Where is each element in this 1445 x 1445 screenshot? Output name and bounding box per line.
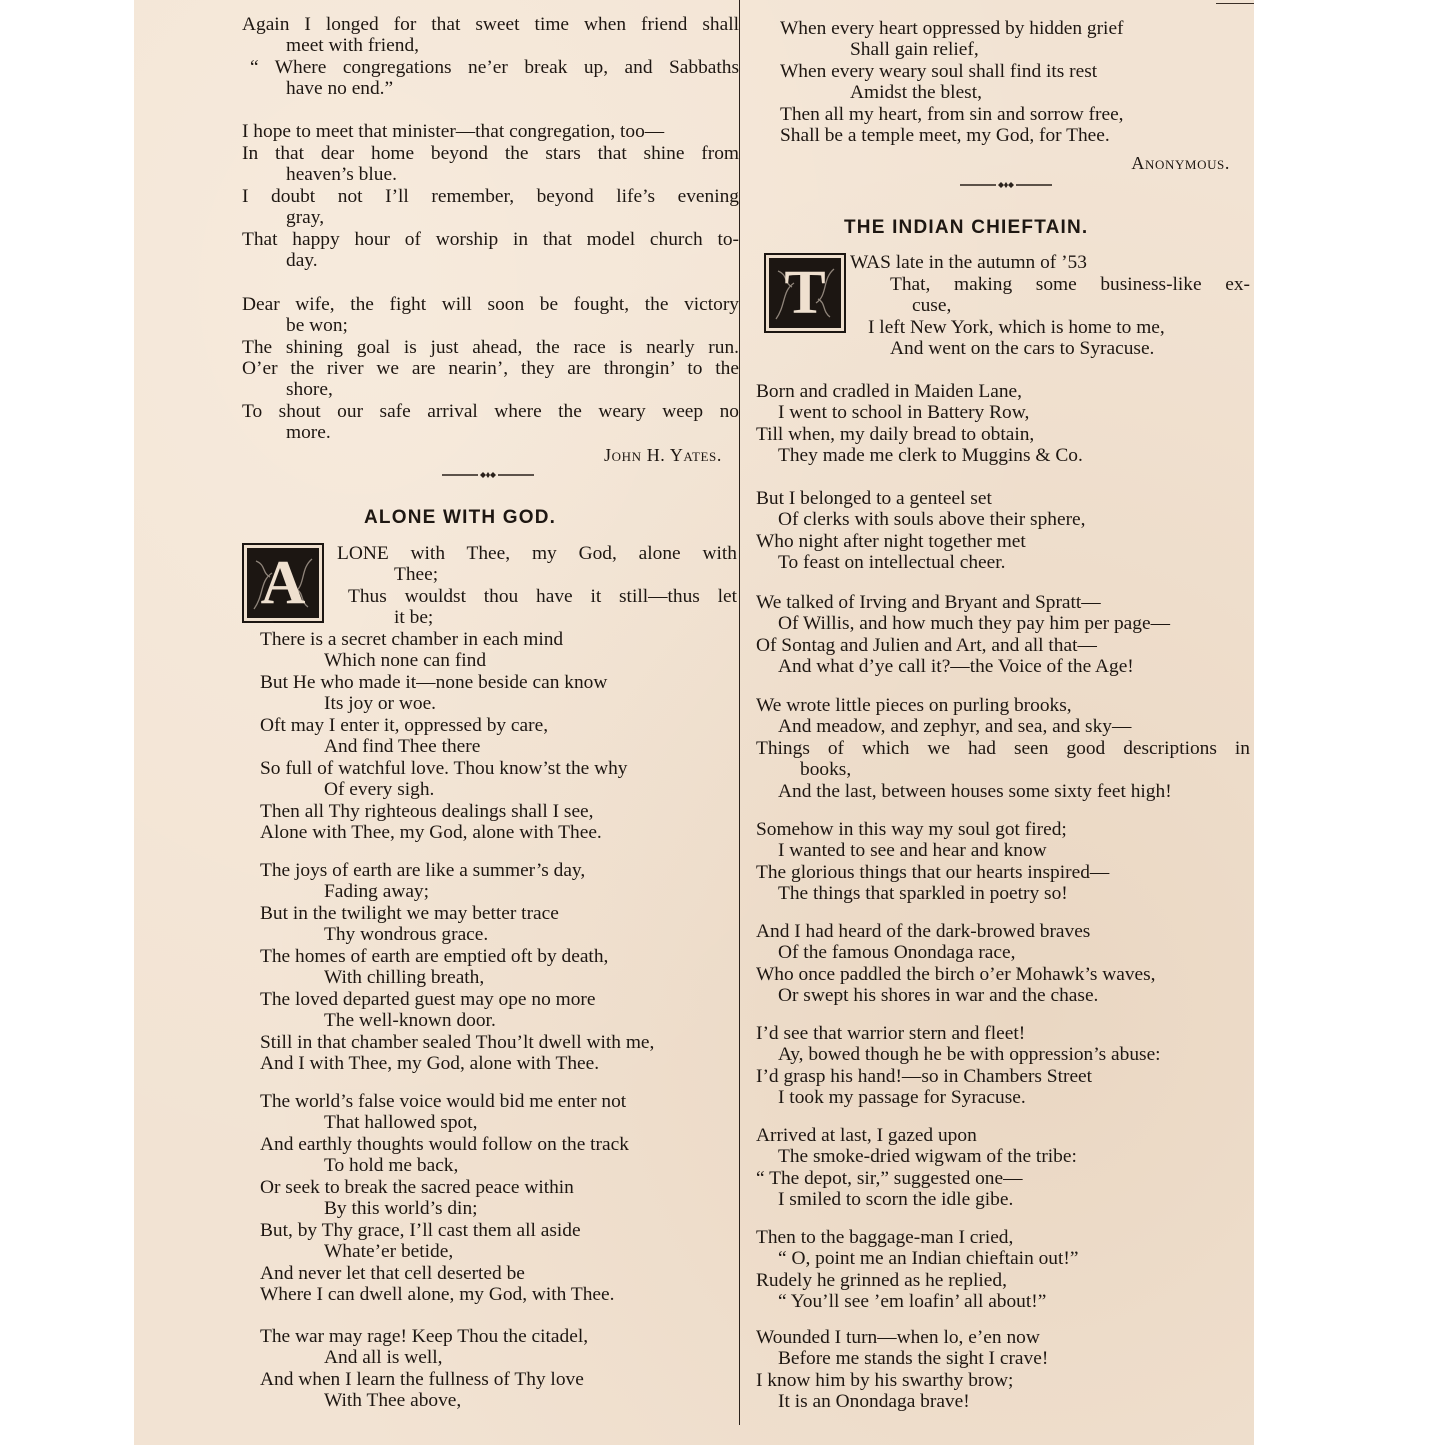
poem-line: Amidst the blest, (850, 82, 982, 103)
poem-line: And I had heard of the dark-browed braves (756, 921, 1091, 942)
poem-line: Or seek to break the sacred peace within (260, 1177, 574, 1198)
poem-line: The loved departed guest may ope no more (260, 989, 596, 1010)
poem-title-indian-chieftain: THE INDIAN CHIEFTAIN. (844, 217, 1089, 238)
poem-line: “ You’ll see ’em loafin’ all about!” (778, 1291, 1047, 1312)
drop-cap-letter: A (260, 549, 306, 617)
poem-line: That, making some business-like ex- (890, 274, 1250, 295)
poem-line: The things that sparkled in poetry so! (778, 883, 1068, 904)
poem-line: Of every sigh. (324, 779, 435, 800)
poem-line: When every weary soul shall find its rest (780, 61, 1098, 82)
poem-line: Who once paddled the birch o’er Mohawk’s waves, (756, 964, 1156, 985)
page-sheet (134, 0, 1254, 1445)
poem-line: heaven’s blue. (286, 164, 397, 185)
column-divider (739, 0, 740, 1425)
poem-line: And never let that cell deserted be (260, 1263, 525, 1284)
poem-line: Again I longed for that sweet time when friend shall (242, 14, 739, 35)
poem-line: In that dear home beyond the stars that shine from (242, 143, 739, 164)
poem-line: Or swept his shores in war and the chase. (778, 985, 1099, 1006)
poem-line: I took my passage for Syracuse. (778, 1087, 1026, 1108)
poem-line: gray, (286, 207, 325, 228)
poem-line: be won; (286, 315, 348, 336)
poem-line: Then all Thy righteous dealings shall I see, (260, 801, 594, 822)
poem-line: cuse, (912, 295, 952, 316)
poem-line: Of Willis, and how much they pay him per page— (778, 613, 1170, 634)
drop-cap-a (242, 543, 324, 623)
poem-line: O’er the river we are nearin’, they are throngin’ to the (242, 358, 739, 379)
poem-line: That hallowed spot, (324, 1112, 478, 1133)
poem-line: But, by Thy grace, I’ll cast them all aside (260, 1220, 581, 1241)
poem-line: The world’s false voice would bid me enter not (260, 1091, 627, 1112)
poem-line: Then to the baggage-man I cried, (756, 1227, 1014, 1248)
poem-line: Shall gain relief, (850, 39, 979, 60)
poem-line: It is an Onondaga brave! (778, 1391, 970, 1412)
poem-line: Things of which we had seen good descriptions in (756, 738, 1250, 759)
poem-line: Alone with Thee, my God, alone with Thee. (260, 822, 602, 843)
poem-line: Dear wife, the fight will soon be fought, the victory (242, 294, 739, 315)
poem-line: I wanted to see and hear and know (778, 840, 1047, 861)
poem-line: Thee; (394, 564, 439, 585)
poem-line: I doubt not I’ll remember, beyond life’s evening (242, 186, 739, 207)
poem-line: Whate’er betide, (324, 1241, 454, 1262)
poem-line: I went to school in Battery Row, (778, 402, 1030, 423)
poem-line: But in the twilight we may better trace (260, 903, 559, 924)
poem-line: And find Thee there (324, 736, 481, 757)
poem-line: The homes of earth are emptied oft by death, (260, 946, 609, 967)
poem-line: With chilling breath, (324, 967, 485, 988)
poem-line: And earthly thoughts would follow on the track (260, 1134, 629, 1155)
poem-line: shore, (286, 379, 333, 400)
poem-line: Born and cradled in Maiden Lane, (756, 381, 1022, 402)
poem-line: By this world’s din; (324, 1198, 478, 1219)
poem-line: Which none can find (324, 650, 487, 671)
poem-line: The joys of earth are like a summer’s day, (260, 860, 586, 881)
poem-line: Wounded I turn—when lo, e’en now (756, 1327, 1040, 1348)
poem-line: And I with Thee, my God, alone with Thee. (260, 1053, 600, 1074)
attribution-anonymous: Anonymous. (1131, 153, 1230, 173)
poem-line: Of the famous Onondaga race, (778, 942, 1016, 963)
poem-line: We wrote little pieces on purling brooks, (756, 695, 1072, 716)
poem-line: WAS late in the autumn of ’53 (850, 252, 1087, 273)
poem-line: So full of watchful love. Thou know’st the why (260, 758, 628, 779)
poem-line: The shining goal is just ahead, the race is nearly run. (242, 337, 739, 358)
poem-line: Of Sontag and Julien and Art, and all that— (756, 635, 1097, 656)
drop-cap-t (764, 253, 846, 333)
poem-line: I’d grasp his hand!—so in Chambers Street (756, 1066, 1093, 1087)
poem-line: “ Where congregations ne’er break up, and Sabbaths (250, 57, 739, 78)
attribution-john-h-yates: John H. Yates. (604, 445, 722, 465)
poem-line: Fading away; (324, 881, 430, 902)
poem-line: Somehow in this way my soul got fired; (756, 819, 1067, 840)
poem-line: The well-known door. (324, 1010, 496, 1031)
poem-line: Till when, my daily bread to obtain, (756, 424, 1035, 445)
poem-line: They made me clerk to Muggins & Co. (778, 445, 1083, 466)
poem-line: But I belonged to a genteel set (756, 488, 992, 509)
drop-cap-letter: T (784, 259, 826, 327)
poem-line: That happy hour of worship in that model church to- (242, 229, 739, 250)
poem-line: To feast on intellectual cheer. (778, 552, 1006, 573)
poem-line: Oft may I enter it, oppressed by care, (260, 715, 549, 736)
poem-line: books, (800, 759, 852, 780)
poem-line: But He who made it—none beside can know (260, 672, 608, 693)
poem-line: Where I can dwell alone, my God, with Thee. (260, 1284, 615, 1305)
poem-line: I smiled to scorn the idle gibe. (778, 1189, 1014, 1210)
poem-line: I know him by his swarthy brow; (756, 1370, 1014, 1391)
section-divider-ornament (442, 470, 534, 480)
poem-line: And meadow, and zephyr, and sea, and sky— (778, 716, 1132, 737)
poem-line: And the last, between houses some sixty feet high! (778, 781, 1172, 802)
poem-line: The war may rage! Keep Thou the citadel, (260, 1326, 589, 1347)
poem-line: And what d’ye call it?—the Voice of the Age! (778, 656, 1134, 677)
poem-line: Still in that chamber sealed Thou’lt dwell with me, (260, 1032, 655, 1053)
poem-line: have no end.” (286, 78, 394, 99)
poem-line: day. (286, 250, 318, 271)
poem-line: Who night after night together met (756, 531, 1026, 552)
section-divider-ornament (960, 180, 1052, 190)
poem-line: Thus wouldst thou have it still—thus let (348, 586, 737, 607)
poem-line: There is a secret chamber in each mind (260, 629, 564, 650)
poem-line: meet with friend, (286, 35, 419, 56)
poem-line: Ay, bowed though he be with oppression’s abuse: (778, 1044, 1161, 1065)
poem-line: it be; (394, 607, 434, 628)
poem-line: Of clerks with souls above their sphere, (778, 509, 1086, 530)
poem-line: To shout our safe arrival where the weary weep no (242, 401, 739, 422)
poem-line: Then all my heart, from sin and sorrow free, (780, 104, 1124, 125)
poem-line: When every heart oppressed by hidden grief (780, 18, 1124, 39)
poem-line: I’d see that warrior stern and fleet! (756, 1023, 1026, 1044)
poem-line: more. (286, 422, 331, 443)
poem-line: I left New York, which is home to me, (868, 317, 1165, 338)
poem-line: And all is well, (324, 1347, 443, 1368)
poem-line: And went on the cars to Syracuse. (890, 338, 1155, 359)
top-edge-rule (1216, 3, 1254, 4)
poem-line: Before me stands the sight I crave! (778, 1348, 1049, 1369)
poem-line: Shall be a temple meet, my God, for Thee. (780, 125, 1110, 146)
poem-line: To hold me back, (324, 1155, 459, 1176)
poem-line: With Thee above, (324, 1390, 462, 1411)
poem-line: We talked of Irving and Bryant and Spratt— (756, 592, 1101, 613)
poem-line: Arrived at last, I gazed upon (756, 1125, 977, 1146)
poem-title-alone-with-god: ALONE WITH GOD. (364, 507, 557, 528)
poem-line: The smoke-dried wigwam of the tribe: (778, 1146, 1077, 1167)
poem-line: “ O, point me an Indian chieftain out!” (778, 1248, 1079, 1269)
poem-line: Its joy or woe. (324, 693, 437, 714)
poem-line: And when I learn the fullness of Thy love (260, 1369, 584, 1390)
poem-line: The glorious things that our hearts inspired— (756, 862, 1110, 883)
poem-line: “ The depot, sir,” suggested one— (756, 1168, 1023, 1189)
poem-line: I hope to meet that minister—that congregation, too— (242, 121, 665, 142)
poem-line: LONE with Thee, my God, alone with (337, 543, 737, 564)
poem-line: Rudely he grinned as he replied, (756, 1270, 1007, 1291)
poem-line: Thy wondrous grace. (324, 924, 489, 945)
